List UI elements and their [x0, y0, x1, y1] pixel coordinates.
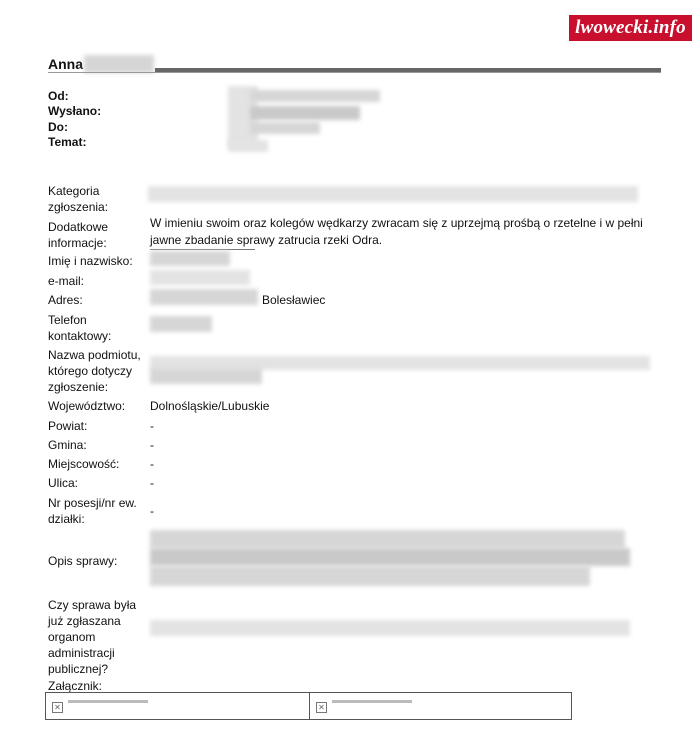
- value-plot: -: [150, 504, 154, 518]
- address-city: Bolesławiec: [262, 293, 326, 307]
- redacted-surname: [84, 55, 154, 73]
- broken-image-icon[interactable]: ✕: [52, 702, 63, 713]
- broken-image-icon[interactable]: ✕: [316, 702, 327, 713]
- redacted-case-3: [150, 566, 590, 586]
- header-rule-thin: [48, 72, 661, 73]
- additional-info-text: W imieniu swoim oraz kolegów wędkarzy zwracam się z uprzejmą prośbą o rzetelne i w pełni jawne zbadanie sprawy zatrucia rzeki Odra.: [150, 216, 643, 247]
- redacted-phone: [150, 316, 212, 332]
- label-phone: Telefon kontaktowy:: [48, 313, 112, 343]
- value-county: -: [150, 419, 154, 433]
- redacted-sent: [250, 106, 360, 120]
- header-to-label: Do:: [48, 120, 68, 134]
- redacted-case-2: [150, 548, 630, 566]
- redacted-previously: [150, 620, 630, 636]
- label-plot: Nr posesji/nr ew. działki:: [48, 496, 137, 526]
- additional-info-underline: [150, 249, 255, 250]
- label-category: Kategoria zgłoszenia:: [48, 184, 109, 214]
- redacted-category: [148, 186, 638, 202]
- redacted-email: [150, 270, 250, 285]
- value-commune: -: [150, 438, 154, 452]
- value-voivodeship: Dolnośląskie/Lubuskie: [150, 399, 270, 413]
- label-case: Opis sprawy:: [48, 554, 118, 568]
- value-locality: -: [150, 457, 154, 471]
- attachment-caption-2: [332, 700, 412, 703]
- redacted-entity-2: [150, 368, 262, 384]
- label-voivodeship: Województwo:: [48, 399, 126, 413]
- redacted-from: [250, 90, 380, 102]
- sender-name: Anna: [48, 56, 83, 72]
- attachment-caption-1: [68, 700, 148, 703]
- label-county: Powiat:: [48, 419, 88, 433]
- label-email: e-mail:: [48, 274, 85, 288]
- label-name: Imię i nazwisko:: [48, 254, 133, 268]
- redacted-to: [250, 122, 320, 134]
- header-subject-label: Temat:: [48, 135, 87, 149]
- label-street: Ulica:: [48, 476, 79, 490]
- label-locality: Miejscowość:: [48, 457, 120, 471]
- label-commune: Gmina:: [48, 438, 87, 452]
- label-entity: Nazwa podmiotu, którego dotyczy zgłoszenie:: [48, 348, 141, 394]
- value-street: -: [150, 476, 154, 490]
- redacted-case-1: [150, 530, 625, 548]
- redacted-subject: [228, 140, 268, 152]
- label-additional: Dodatkowe informacje:: [48, 220, 109, 250]
- label-address: Adres:: [48, 293, 83, 307]
- header-from-label: Od:: [48, 89, 69, 103]
- redacted-name: [150, 251, 230, 266]
- label-attachment: Załącznik:: [48, 679, 103, 693]
- brand-logo: lwowecki.info: [569, 15, 692, 41]
- attachment-divider: [309, 692, 310, 720]
- label-previously: Czy sprawa była już zgłaszana organom administracji publicznej?: [48, 598, 137, 676]
- redacted-address: [150, 289, 258, 305]
- header-sent-label: Wysłano:: [48, 104, 102, 118]
